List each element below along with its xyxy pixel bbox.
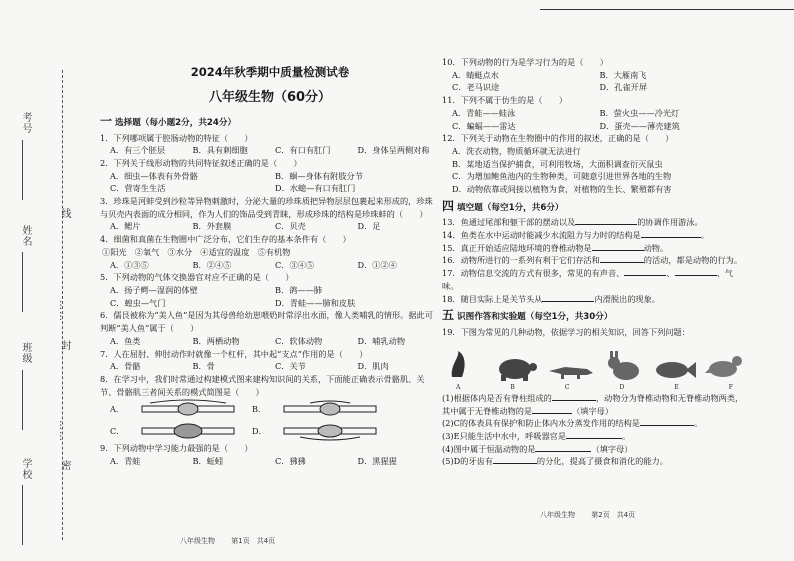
sub-text: (3)E只能生活中水中，呼吸器官是 — [442, 430, 567, 441]
option-b[interactable]: B．蚯蚓 — [192, 456, 224, 467]
option-a[interactable]: A．①③⑤ — [110, 259, 149, 270]
option-b[interactable]: B．两栖动物 — [192, 335, 240, 346]
options — [442, 81, 747, 94]
options — [100, 360, 440, 373]
question-4 — [100, 233, 440, 271]
option-b[interactable]: B．骨 — [192, 361, 215, 372]
option-c[interactable]: C．有口有肛门 — [275, 145, 331, 156]
sub-text: 。 — [694, 418, 703, 429]
animal-label: A — [456, 383, 461, 391]
answer-blank[interactable] — [552, 392, 596, 401]
animal-label: B — [510, 383, 515, 391]
options — [100, 297, 440, 310]
seal-fill-2: …… — [57, 420, 68, 442]
fill-text: 的协调作用游泳。 — [637, 217, 703, 228]
option-c[interactable]: C．蝙蝠——雷达 — [452, 120, 516, 131]
joint-diagram-row — [100, 398, 440, 420]
answer-blank[interactable] — [493, 455, 537, 464]
fill-question-13 — [442, 216, 747, 229]
option-a[interactable]: A．洗衣动物，物质循环就无法进行 — [452, 145, 581, 156]
name-line — [22, 252, 23, 312]
option-d[interactable]: D．肌肉 — [357, 361, 389, 372]
answer-blank[interactable] — [592, 242, 644, 251]
sub-text: （填字母） — [591, 443, 633, 454]
question-9 — [100, 442, 440, 467]
option-b[interactable]: B．②④⑤ — [192, 259, 232, 270]
option-a[interactable]: A．青蛙——蛙泳 — [452, 107, 516, 118]
footer-left — [180, 536, 275, 546]
option-c[interactable]: C． — [110, 425, 125, 436]
answer-blank[interactable] — [600, 254, 644, 263]
option-d[interactable]: D．黑猩猩 — [357, 456, 397, 467]
fill-text: 内滑脱出的现象。 — [594, 293, 660, 304]
seal-fill-1: …… — [57, 300, 68, 322]
question-stem: 4．细菌和真菌在生物圈中广泛分布，它们生存的基本条件有（ ） — [100, 234, 351, 245]
fill-question-18 — [442, 293, 747, 306]
option-d[interactable]: D． — [252, 425, 267, 436]
options — [100, 144, 440, 157]
option-c[interactable]: C．软体动物 — [275, 335, 323, 346]
answer-blank[interactable] — [640, 417, 694, 426]
question-19-stem: 19．下图为常见的几种动物，依据学习的相关知识，回答下列问题： — [442, 326, 690, 337]
animal-figure — [442, 343, 747, 383]
school-line — [22, 485, 23, 545]
answer-blank[interactable] — [575, 216, 637, 225]
question-11 — [442, 94, 747, 132]
option-a[interactable]: A．细虫—体表有外骨骼 — [110, 170, 198, 181]
option-a[interactable]: A．有三个胚层 — [110, 145, 166, 156]
option-a[interactable]: A． — [110, 403, 125, 414]
question-stem: 7．人在屈肘、伸肘动作时就像一个杠杆，其中起“支点”作用的是（ ） — [100, 348, 368, 359]
question-items: ①阳光 ②氧气 ③水分 ④适宜的温度 ⑤有机物 — [102, 246, 291, 257]
option-c[interactable]: C．蝗虫—气门 — [110, 297, 166, 308]
options — [442, 120, 747, 133]
exam-title: 2024年秋季期中质量检测试卷 — [190, 65, 350, 79]
option-b[interactable]: B．某地适当保护捕食，可利用牧场，大面积调查衍灭鼠虫 — [452, 158, 663, 169]
section-title: 识图作答和实验题（每空1分，共30分） — [457, 312, 613, 323]
fill-text: 、 — [666, 268, 675, 279]
answer-blank[interactable] — [535, 443, 591, 452]
fill-text: 17．动物信息交流的方式有很多，常见的有声音、 — [442, 268, 625, 279]
animal-label: D — [619, 383, 625, 391]
sub-text: (4)图中属于恒温动物的是 — [442, 443, 536, 454]
fill-question-16 — [442, 254, 747, 267]
question-stem: 6．儒艮被称为“美人鱼”是因为其母兽给幼崽喂奶时常浮出水面，像人类哺乳的情形。据此可判断“美人鱼”属于（ ） — [100, 310, 433, 334]
answer-blank[interactable] — [566, 430, 622, 439]
fill-text: 动物。 — [643, 242, 669, 253]
q19-sub-3 — [442, 430, 747, 443]
option-a[interactable]: A．骨骼 — [110, 361, 141, 372]
section-number: 四 — [442, 198, 455, 213]
answer-blank[interactable] — [624, 267, 666, 276]
fill-question-15 — [442, 242, 747, 255]
question-8 — [100, 373, 440, 442]
sub-text: (1)根据体内是否有脊柱组成的 — [442, 392, 552, 403]
option-d[interactable]: D．①②④ — [357, 259, 397, 270]
option-d[interactable]: D．水螅—有口有肛门 — [275, 183, 356, 194]
answer-blank[interactable] — [542, 293, 594, 302]
option-b[interactable]: B．外套膜 — [192, 221, 232, 232]
question-stem: 3．珍珠是河蚌受到沙粒等异物刺激时，分泌大量的珍珠质把异物层层包裹起来形成的，珍珠与贝壳内表面的成分相同，作为人们的饰品受到青睐，形成珍珠的结构是珍珠蚌的（ ） — [100, 196, 433, 219]
question-stem: 5．下列动物的气体交换器官对应不正确的是（ ） — [100, 272, 294, 283]
option-a[interactable]: A．青蛙 — [110, 456, 141, 467]
options — [100, 259, 440, 272]
sub-text: （填字母） — [572, 405, 614, 416]
section-heading-fill — [442, 197, 747, 216]
options — [100, 182, 440, 195]
answer-blank[interactable] — [641, 229, 701, 238]
q19-sub-1 — [442, 392, 747, 417]
fill-question-17 — [442, 267, 747, 292]
fill-text: 16．动物所进行的一系列有利于它们存活和 — [442, 255, 600, 266]
option-a[interactable]: A．蜻蜓点水 — [452, 69, 499, 80]
option-c[interactable]: C．③④⑤ — [275, 259, 315, 270]
leech-icon — [446, 347, 482, 383]
animal-label: F — [728, 383, 733, 391]
seal-line-char: 线 — [59, 208, 70, 219]
answer-blank[interactable] — [532, 405, 572, 414]
q19-sub-5 — [442, 455, 747, 468]
option-c[interactable]: C．狒狒 — [275, 456, 306, 467]
option-d[interactable]: D．身体呈两侧对称 — [357, 145, 430, 156]
question-stem: 2．下列关于线形动物的共同特征叙述正确的是（ ） — [100, 157, 302, 168]
joint-diagram-c — [138, 421, 238, 441]
animal-labels — [442, 383, 747, 392]
question-6 — [100, 309, 440, 347]
fill-text: 18．随目实际上是关节头从 — [442, 293, 543, 304]
option-b[interactable]: B．大雁南飞 — [599, 69, 647, 80]
section-heading-diagram — [442, 306, 747, 325]
question-stem: 8．在学习中，我们时常通过构建模式图来建构知识间的关系，下面能正确表示骨骼肌、关节、骨骼肌三者间关系的模式简图是（ ） — [100, 373, 425, 397]
options — [100, 335, 440, 348]
options — [442, 69, 747, 82]
turtle-icon — [491, 353, 539, 383]
option-c[interactable]: C．营寄生生活 — [110, 183, 166, 194]
option-d[interactable]: D．哺乳动物 — [357, 335, 406, 346]
option-a[interactable]: A．扬子鳄—湿润的体壁 — [110, 284, 198, 295]
sub-text: 的分化，提高了摄食和消化的能力。 — [536, 456, 668, 467]
section-title: 填空题（每空1分，共6分） — [457, 202, 564, 213]
question-stem: 11．下列不属于仿生的是（ ） — [442, 95, 568, 106]
section-heading-choice — [100, 112, 440, 131]
q19-sub-2 — [442, 417, 747, 430]
fill-text: 。 — [700, 230, 709, 241]
question-stem: 10．下列动物的行为是学习行为的是（ ） — [442, 57, 608, 67]
fill-text: 、气味。 — [442, 268, 733, 291]
option-a[interactable]: A．鱼类 — [110, 335, 141, 346]
animal-label: E — [674, 383, 679, 391]
sub-text: ，动物分为脊椎动物和无脊椎动物两类，其中属于无脊椎动物的是 — [442, 392, 744, 416]
option-c[interactable]: C．关节 — [275, 361, 306, 372]
left-column — [100, 60, 440, 530]
answer-blank[interactable] — [675, 267, 717, 276]
footer-subject: 八年级生物 — [540, 511, 575, 519]
footer-right — [540, 510, 635, 520]
option-b[interactable]: B． — [252, 403, 267, 414]
option-b[interactable]: B．蛔—身体有附肢分节 — [275, 170, 363, 181]
school-label: 学校 — [20, 458, 31, 480]
option-d[interactable]: D．孔雀开屏 — [599, 82, 648, 93]
option-c[interactable]: C．贝壳 — [275, 221, 306, 232]
fill-text: 13．鱼通过尾部和躯干部的摆动以及 — [442, 217, 576, 228]
fill-text: 15．真正开始适应陆地环境的脊椎动物是 — [442, 242, 592, 253]
option-b[interactable]: B．鸽——肺 — [275, 284, 322, 295]
seal-seal-char: 封 — [59, 340, 70, 351]
question-stem: 12．下列关于动物在生物圈中的作用的叙述，正确的是（ ） — [442, 133, 674, 144]
option-a[interactable]: A．鳃片 — [110, 221, 141, 232]
question-5 — [100, 271, 440, 309]
joint-diagram-d — [280, 421, 380, 441]
question-stem: 9．下列动物中学习能力最强的是（ ） — [100, 443, 253, 454]
class-label: 班级 — [20, 342, 31, 364]
option-d[interactable]: D．青蛙——肺和皮肤 — [275, 297, 356, 308]
pigeon-icon — [705, 349, 743, 383]
options — [100, 220, 440, 233]
question-stem: 1．下列哪项属于腔肠动物的特征（ ） — [100, 132, 253, 143]
fill-text: 14．鱼类在水中运动时能减少水流阻力与力时的结构是 — [442, 230, 641, 241]
option-d[interactable]: D．足 — [357, 221, 381, 232]
question-1 — [100, 132, 440, 157]
section-number: 一 — [100, 113, 113, 128]
fill-question-14 — [442, 229, 747, 242]
fish-icon — [652, 357, 696, 383]
class-line — [22, 370, 23, 430]
joint-diagram-b — [280, 399, 380, 419]
question-7 — [100, 348, 440, 373]
question-2 — [100, 157, 440, 195]
option-c[interactable]: C．为增加鲍鱼池内的生物种类，可随意引进世界各地的生物 — [452, 171, 672, 182]
name-label: 姓名 — [20, 225, 31, 247]
joint-diagram-a — [138, 399, 238, 419]
q19-sub-4 — [442, 443, 747, 456]
footer-subject: 八年级生物 — [180, 537, 215, 545]
binding-margin — [0, 60, 92, 540]
question-12 — [442, 132, 747, 196]
sub-text: 。 — [622, 430, 631, 441]
animal-label: C — [564, 383, 570, 391]
option-b[interactable]: B．具有刺细胞 — [192, 145, 248, 156]
options — [442, 107, 747, 120]
question-10 — [442, 56, 747, 94]
section-title: 选择题（每小题2分，共24分） — [115, 117, 237, 128]
options — [100, 284, 440, 297]
joint-diagram-row — [100, 420, 440, 442]
sub-text: (5)D的牙齿有 — [442, 456, 493, 467]
options — [100, 455, 440, 468]
right-column — [442, 56, 747, 526]
section-number: 五 — [442, 308, 455, 323]
rabbit-icon — [604, 349, 644, 383]
exam-subtitle: 八年级生物（60分） — [208, 89, 332, 105]
option-c[interactable]: C．老马识途 — [452, 82, 500, 93]
question-3 — [100, 195, 440, 233]
sub-text: (2)C的体表具有保护和防止体内水分蒸发作用的结构是 — [442, 418, 640, 429]
footer-page: 第1页 共4页 — [231, 537, 276, 545]
top-rule — [540, 9, 794, 10]
exam-no-label: 考号 — [20, 112, 31, 134]
crocodile-icon — [547, 357, 595, 383]
option-d[interactable]: D．动物依靠或间接以植物为食，对植物的生长、繁殖都有害 — [452, 184, 672, 195]
seal-secret-char: 密 — [59, 460, 70, 471]
fill-text: 的活动，都是动物的行为。 — [643, 255, 743, 266]
option-d[interactable]: D．蛋壳——薄壳建筑 — [599, 120, 680, 131]
option-b[interactable]: B．萤火虫——冷光灯 — [599, 107, 680, 118]
options — [100, 170, 440, 183]
exam-no-line — [22, 140, 23, 200]
footer-page: 第2页 共4页 — [591, 511, 636, 519]
